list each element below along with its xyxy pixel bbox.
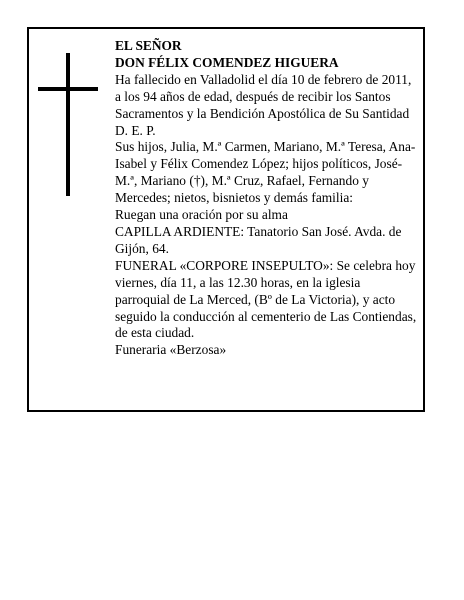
body-line: Ruegan una oración por su alma xyxy=(115,207,288,223)
deceased-name: DON FÉLIX COMENDEZ HIGUERA xyxy=(115,54,339,70)
body-line: FUNERAL «CORPORE INSEPULTO»: Se celebra hoy xyxy=(115,257,416,273)
body-line: a los 94 años de edad, después de recibir los Santos xyxy=(115,88,391,104)
body-line: Mercedes; nietos, bisnietos y demás familia: xyxy=(115,190,353,206)
cross-icon xyxy=(38,53,98,196)
cross-horizontal-bar xyxy=(38,87,98,91)
body-line: M.ª, Mariano (†), M.ª Cruz, Rafael, Fernando y xyxy=(115,173,369,189)
cross-vertical-bar xyxy=(66,53,70,196)
body-line: viernes, día 11, a las 12.30 horas, en la iglesia xyxy=(115,274,361,290)
body-line: parroquial de La Merced, (Bº de La Victoria), y acto xyxy=(115,291,396,307)
body-line: Sacramentos y la Bendición Apostólica de Su Santidad xyxy=(115,105,410,121)
body-line: Gijón, 64. xyxy=(115,240,169,256)
body-line: Ha fallecido en Valladolid el día 10 de febrero de 2011, xyxy=(115,71,412,87)
body-line: seguido la conducción al cementerio de Las Contiendas, xyxy=(115,308,417,324)
notice-text xyxy=(115,38,423,359)
body-line: D. E. P. xyxy=(115,122,156,138)
body-line: Isabel y Félix Comendez López; hijos políticos, José- xyxy=(115,156,403,172)
body-line: CAPILLA ARDIENTE: Tanatorio San José. Avda. de xyxy=(115,223,402,239)
notice-title: EL SEÑOR xyxy=(115,38,182,53)
body-line: de esta ciudad. xyxy=(115,325,195,341)
body-line: Sus hijos, Julia, M.ª Carmen, Mariano, M.ª Teresa, Ana- xyxy=(115,139,416,155)
body-line: Funeraria «Berzosa» xyxy=(115,342,227,358)
